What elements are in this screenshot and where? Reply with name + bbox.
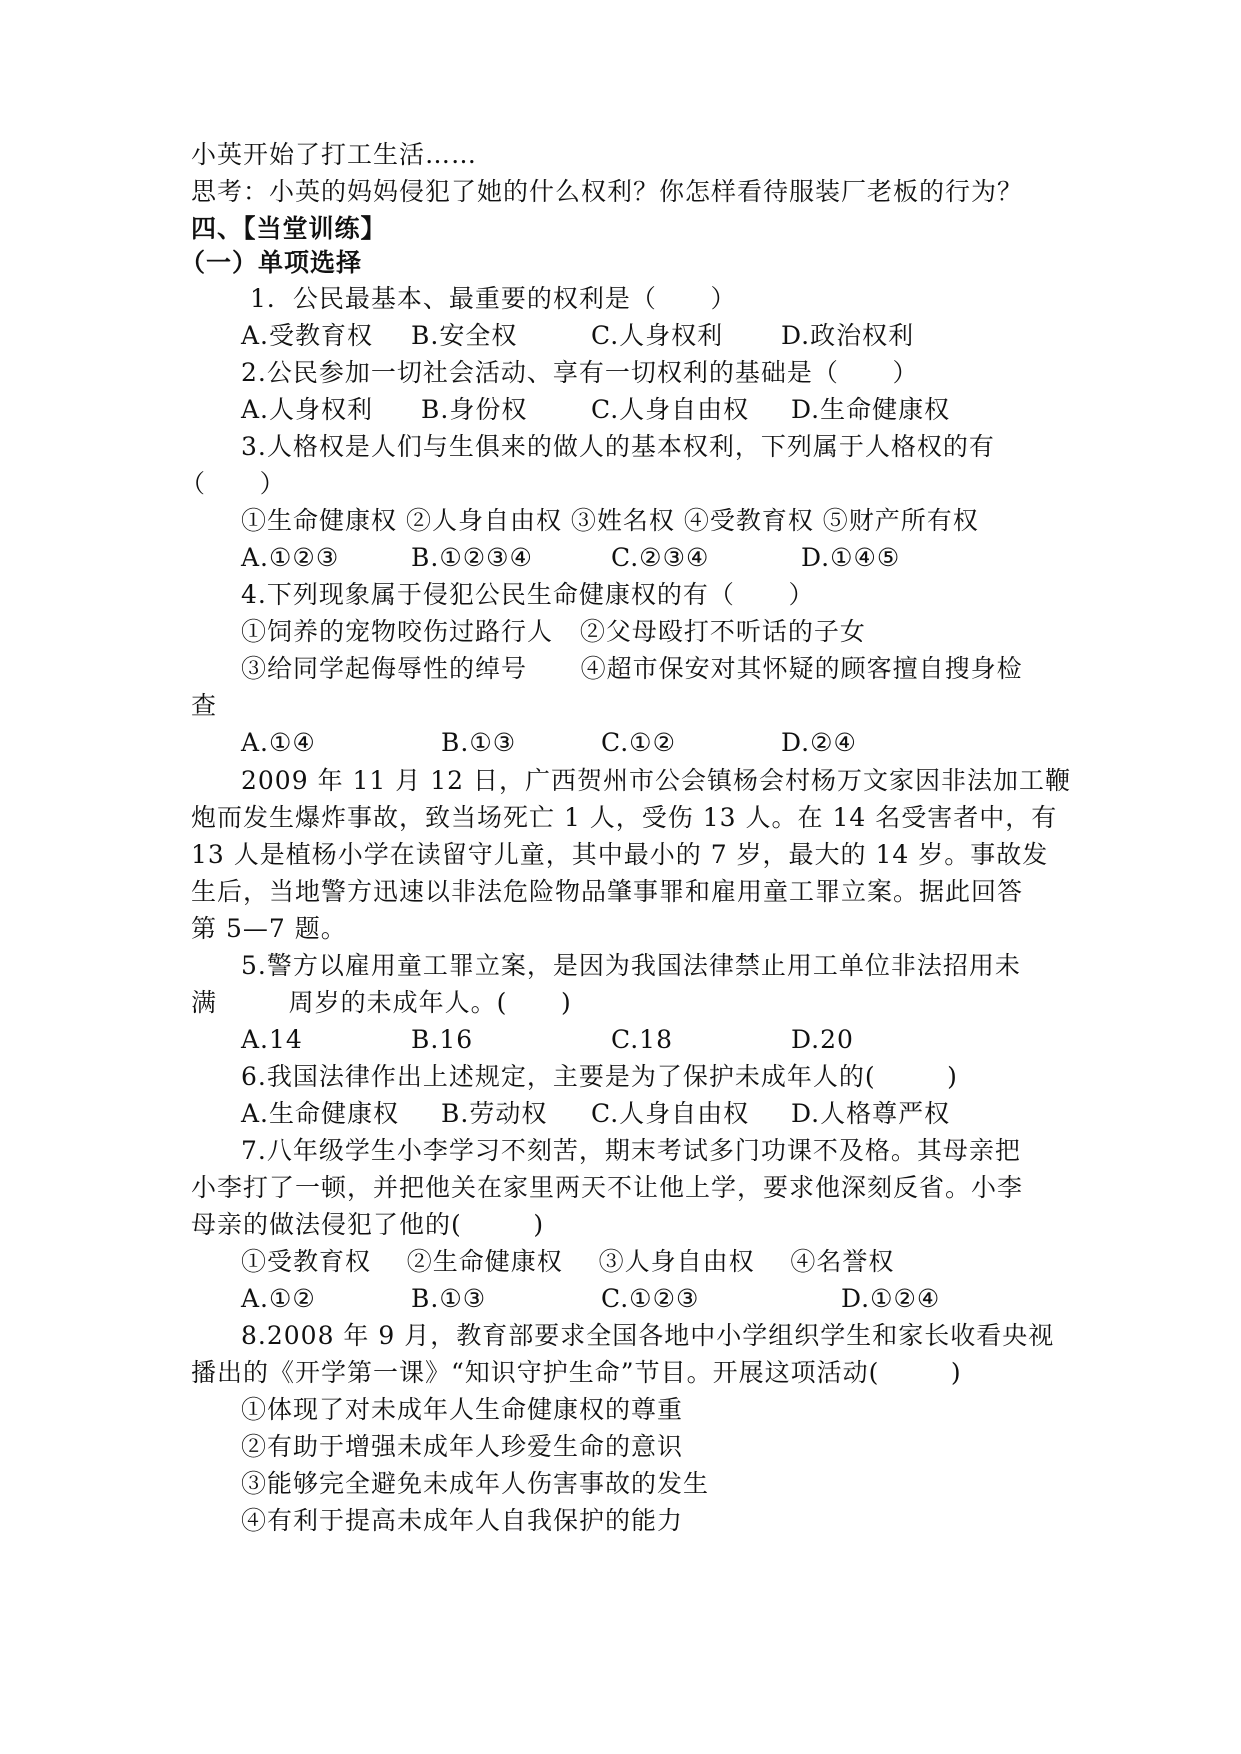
q4-option-b: B.①③: [441, 728, 517, 757]
q6-option-b: B.劳动权: [441, 1099, 548, 1128]
q3-stem-line-1: 3.人格权是人们与生俱来的做人的基本权利，下列属于人格权的有: [241, 432, 995, 461]
q7-stem-line-3: 母亲的做法侵犯了他的( ): [191, 1210, 545, 1239]
q5-option-a: A.14: [241, 1025, 303, 1054]
q3-items: ①生命健康权 ②人身自由权 ③姓名权 ④受教育权 ⑤财产所有权: [241, 506, 979, 535]
q7-items: ①受教育权 ②生命健康权 ③人身自由权 ④名誉权: [241, 1247, 895, 1276]
q5-option-b: B.16: [411, 1025, 474, 1054]
q3-option-b: B.①②③④: [411, 543, 533, 572]
q7-stem-line-2: 小李打了一顿，并把他关在家里两天不让他上学，要求他深刻反省。小李: [191, 1173, 1024, 1202]
q4-option-d: D.②④: [781, 728, 857, 757]
q5-stem-line-2: 满 周岁的未成年人。( ): [191, 988, 572, 1017]
q4-options: [241, 724, 1061, 761]
q6-option-a: A.生命健康权: [241, 1099, 400, 1128]
intro-line-1: 小英开始了打工生活……: [191, 140, 478, 169]
q7-option-b: B.①③: [411, 1284, 487, 1313]
q5-option-c: C.18: [611, 1025, 673, 1054]
q3-stem-line-2: （ ）: [180, 469, 286, 498]
q4-items-line-1: ①饲养的宠物咬伤过路行人 ②父母殴打不听话的子女: [241, 617, 866, 646]
passage-line-5: 第 5—7 题。: [191, 914, 347, 943]
q2-option-c: C.人身自由权: [591, 395, 750, 424]
q2-options: [241, 391, 1061, 428]
q8-stem-line-2: 播出的《开学第一课》“知识守护生命”节目。开展这项活动( ): [191, 1358, 962, 1387]
q7-options: [241, 1280, 1061, 1317]
q2-option-b: B.身份权: [421, 395, 528, 424]
q4-items-line-3: 查: [191, 691, 218, 720]
q4-stem: 4.下列现象属于侵犯公民生命健康权的有（ ）: [241, 580, 815, 609]
passage-line-4: 生后，当地警方迅速以非法危险物品肇事罪和雇用童工罪立案。据此回答: [191, 877, 1024, 906]
q8-item-4: ④有利于提高未成年人自我保护的能力: [241, 1506, 684, 1535]
q6-option-c: C.人身自由权: [591, 1099, 750, 1128]
think-question: 思考：小英的妈妈侵犯了她的什么权利？你怎样看待服装厂老板的行为？: [191, 177, 1024, 206]
q1-option-a: A.受教育权: [241, 321, 374, 350]
q3-option-c: C.②③④: [611, 543, 710, 572]
q1-option-c: C.人身权利: [591, 321, 724, 350]
q6-stem: 6.我国法律作出上述规定，主要是为了保护未成年人的( ): [241, 1062, 958, 1091]
q7-stem-line-1: 7.八年级学生小李学习不刻苦，期末考试多门功课不及格。其母亲把: [241, 1136, 1021, 1165]
q1-option-b: B.安全权: [411, 321, 518, 350]
q8-item-1: ①体现了对未成年人生命健康权的尊重: [241, 1395, 684, 1424]
q1-options: [241, 317, 1061, 354]
q1-stem: 1．公民最基本、最重要的权利是（ ）: [241, 284, 737, 313]
q7-option-c: C.①②③: [601, 1284, 700, 1313]
q3-option-a: A.①②③: [241, 543, 340, 572]
q5-options: [241, 1021, 1061, 1058]
q7-option-d: D.①②④: [841, 1284, 941, 1313]
q5-stem-line-1: 5.警方以雇用童工罪立案，是因为我国法律禁止用工单位非法招用未: [241, 951, 1021, 980]
q3-option-d: D.①④⑤: [801, 543, 901, 572]
section-heading: 四、【当堂训练】: [191, 214, 387, 243]
q2-option-a: A.人身权利: [241, 395, 374, 424]
q8-stem-line-1: 8.2008 年 9 月，教育部要求全国各地中小学组织学生和家长收看央视: [241, 1321, 1055, 1350]
subsection-heading: （一）单项选择: [180, 248, 363, 277]
q2-stem: 2.公民参加一切社会活动、享有一切权利的基础是（ ）: [241, 358, 919, 387]
q8-item-2: ②有助于增强未成年人珍爱生命的意识: [241, 1432, 684, 1461]
q4-option-a: A.①④: [241, 728, 316, 757]
q1-option-d: D.政治权利: [781, 321, 915, 350]
passage-line-1: 2009 年 11 月 12 日，广西贺州市公会镇杨会村杨万文家因非法加工鞭: [241, 766, 1071, 795]
q6-option-d: D.人格尊严权: [791, 1099, 951, 1128]
q4-items-line-2: ③给同学起侮辱性的绰号 ④超市保安对其怀疑的顾客擅自搜身检: [241, 654, 1023, 683]
q4-option-c: C.①②: [601, 728, 677, 757]
passage-line-2: 炮而发生爆炸事故，致当场死亡 1 人，受伤 13 人。在 14 名受害者中，有: [191, 803, 1058, 832]
q7-option-a: A.①②: [241, 1284, 316, 1313]
q3-options: [241, 539, 1061, 576]
q5-option-d: D.20: [791, 1025, 854, 1054]
q2-option-d: D.生命健康权: [791, 395, 951, 424]
passage-line-3: 13 人是植杨小学在读留守儿童，其中最小的 7 岁，最大的 14 岁。事故发: [191, 840, 1049, 869]
q8-item-3: ③能够完全避免未成年人伤害事故的发生: [241, 1469, 710, 1498]
q6-options: [241, 1095, 1061, 1132]
